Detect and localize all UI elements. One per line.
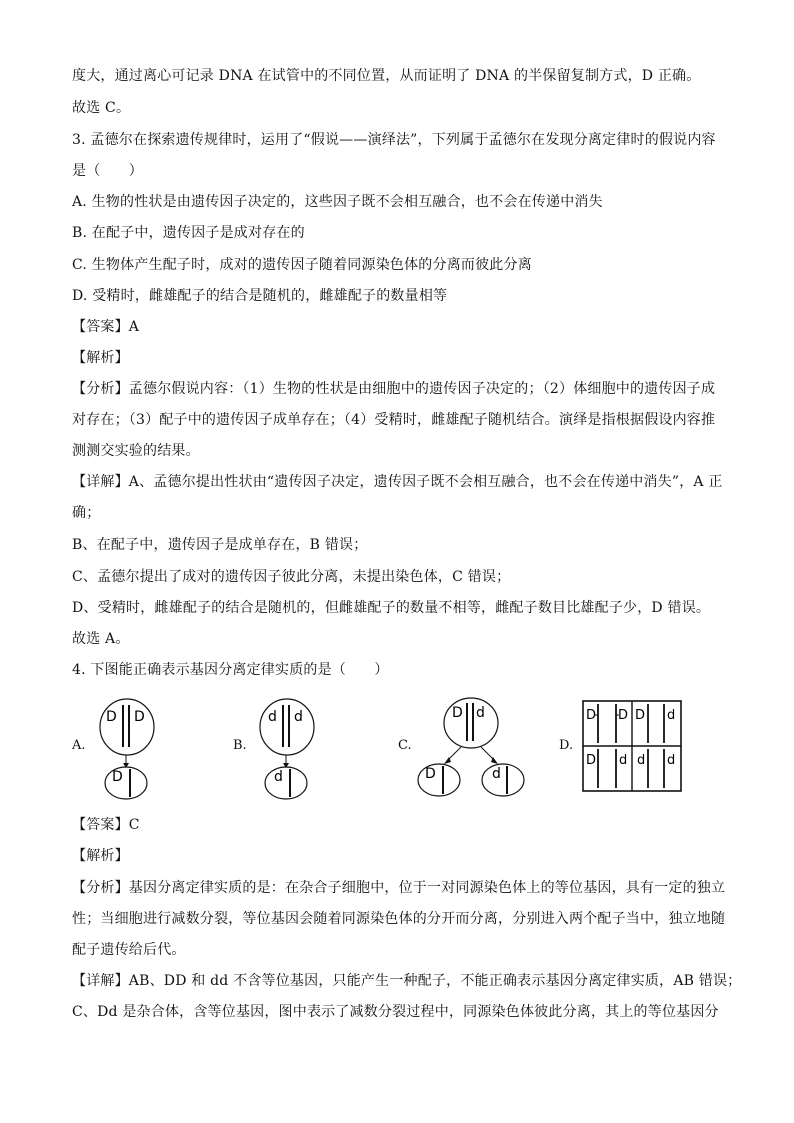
analysis-text: 【分析】孟德尔假说内容：（1）生物的性状是由细胞中的遗传因子决定的；（2）体细胞中的遗传因子成 bbox=[72, 381, 716, 397]
detail-text: 确； bbox=[72, 505, 101, 521]
allele-label: d bbox=[619, 753, 628, 768]
allele-label: d bbox=[637, 753, 646, 768]
allele-label: D bbox=[635, 708, 646, 723]
allele-label: D bbox=[112, 769, 123, 785]
allele-label: D bbox=[452, 705, 463, 721]
text-line: 度大，通过离心可记录 DNA 在试管中的不同位置，从而证明了 DNA 的半保留复制方式，D 正确。 bbox=[72, 68, 701, 84]
conclusion-text: 故选 A。 bbox=[72, 631, 130, 647]
analysis-text: 性；当细胞进行减数分裂，等位基因会随着同源染色体的分开而分离，分别进入两个配子当中，独立地随 bbox=[72, 911, 726, 927]
allele-label: d bbox=[492, 766, 501, 782]
detail-text: 【详解】AB、DD 和 dd 不含等位基因，只能产生一种配子，不能正确表示基因分离定律实质，AB 错误； bbox=[72, 973, 742, 989]
figure-c-diagram bbox=[415, 695, 530, 800]
text-line: 故选 C。 bbox=[72, 100, 131, 116]
figure-a-label: A. bbox=[72, 738, 86, 753]
analysis-text: 【分析】基因分离定律实质的是：在杂合子细胞中，位于一对同源染色体上的等位基因，具有一定的独立 bbox=[72, 880, 726, 896]
question-3-stem: 3. 孟德尔在探索遗传规律时，运用了“假说——演绎法”，下列属于孟德尔在发现分离定律时的假说内容 bbox=[72, 132, 716, 148]
allele-label: d bbox=[667, 708, 676, 723]
allele-label: D bbox=[106, 709, 117, 725]
figure-d-label: D. bbox=[559, 738, 574, 753]
analysis-text: 对存在；（3）配子中的遗传因子成单存在；（4）受精时，雌雄配子随机结合。演绎是指根据假设内容推 bbox=[72, 412, 716, 428]
allele-label: D bbox=[425, 766, 436, 782]
figure-a-diagram bbox=[92, 695, 162, 800]
allele-label: d bbox=[268, 709, 277, 725]
detail-text: C、孟德尔提出了成对的遗传因子彼此分离，未提出染色体，C 错误； bbox=[72, 569, 511, 585]
option-b: B. 在配子中，遗传因子是成对存在的 bbox=[72, 225, 305, 241]
analysis-text: 测测交实验的结果。 bbox=[72, 443, 200, 459]
question-3-stem: 是（ ） bbox=[72, 163, 143, 179]
analysis-heading: 【解析】 bbox=[72, 848, 129, 864]
allele-label: D bbox=[618, 708, 629, 723]
question-4-stem: 4. 下图能正确表示基因分离定律实质的是（ ） bbox=[72, 662, 389, 678]
allele-label: d bbox=[476, 705, 485, 721]
analysis-text: 配子遗传给后代。 bbox=[72, 942, 186, 958]
detail-text: D、受精时，雌雄配子的结合是随机的，但雌雄配子的数量不相等，雌配子数目比雄配子少，D 错误。 bbox=[72, 600, 711, 616]
figure-c-label: C. bbox=[398, 738, 412, 753]
detail-text: B、在配子中，遗传因子是成单存在，B 错误； bbox=[72, 537, 368, 553]
question-4-figures bbox=[72, 695, 722, 805]
option-c: C. 生物体产生配子时，成对的遗传因子随着同源染色体的分离而彼此分离 bbox=[72, 257, 532, 273]
analysis-heading: 【解析】 bbox=[72, 350, 129, 366]
detail-text: 【详解】A、孟德尔提出性状由“遗传因子决定，遗传因子既不会相互融合，也不会在传递中消失”，A 正 bbox=[72, 474, 723, 490]
allele-label: D bbox=[134, 709, 145, 725]
figure-b-label: B. bbox=[233, 738, 247, 753]
allele-label: d bbox=[294, 709, 303, 725]
figure-d-diagram bbox=[582, 700, 684, 795]
allele-label: D bbox=[586, 708, 597, 723]
option-a: A. 生物的性状是由遗传因子决定的，这些因子既不会相互融合，也不会在传递中消失 bbox=[72, 194, 603, 210]
option-d: D. 受精时，雌雄配子的结合是随机的，雌雄配子的数量相等 bbox=[72, 288, 448, 304]
allele-label: d bbox=[667, 753, 676, 768]
answer-label: 【答案】A bbox=[72, 319, 140, 335]
allele-label: d bbox=[274, 769, 283, 785]
figure-b-diagram bbox=[252, 695, 322, 800]
allele-label: D bbox=[586, 753, 597, 768]
answer-label: 【答案】C bbox=[72, 817, 140, 833]
detail-text: C、Dd 是杂合体，含等位基因，图中表示了减数分裂过程中，同源染色体彼此分离，其上的等位基因分 bbox=[72, 1004, 719, 1020]
